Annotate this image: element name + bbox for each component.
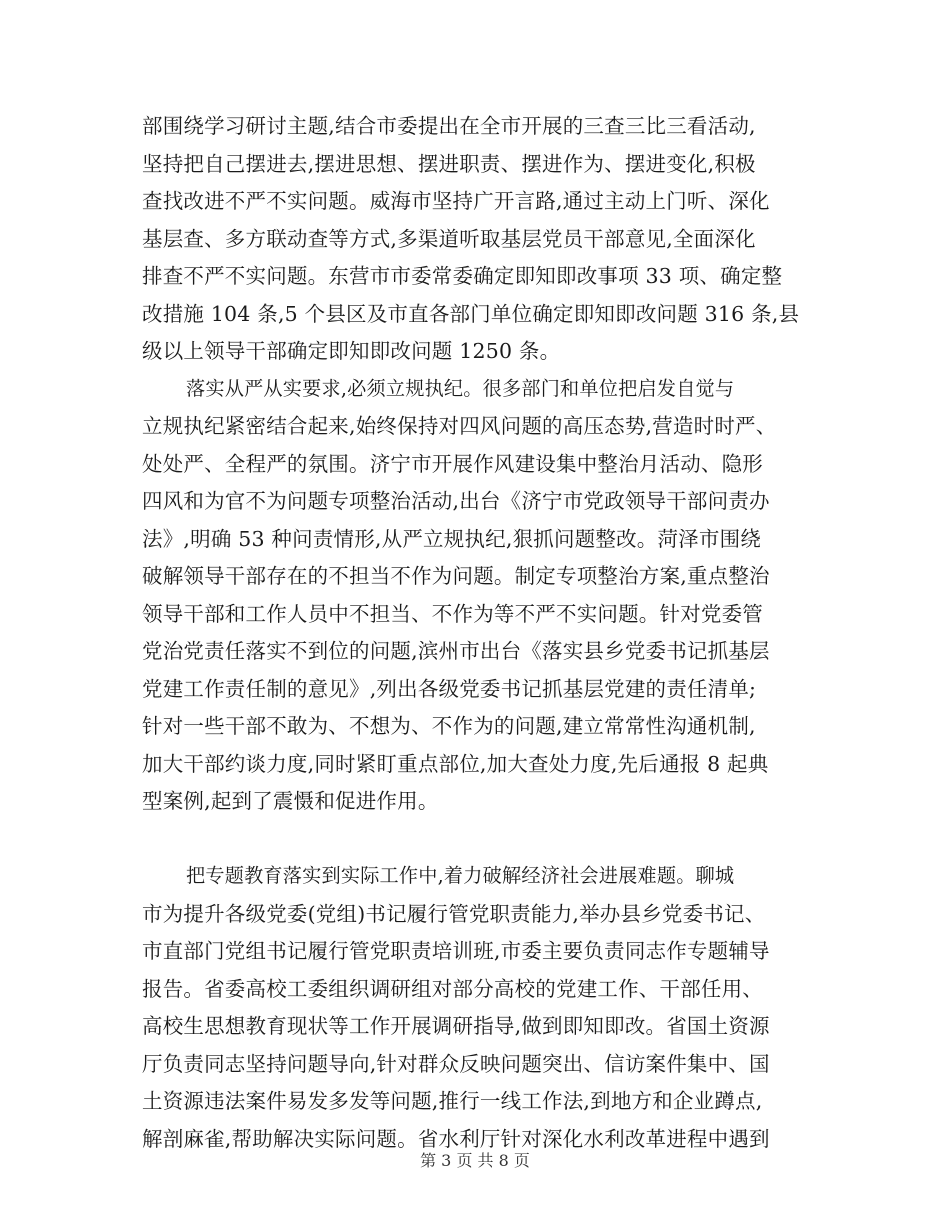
- text-line: 坚持把自己摆进去,摆进思想、摆进职责、摆进作为、摆进变化,积极: [142, 152, 756, 176]
- text-line: 处处严、全程严的氛围。济宁市开展作风建设集中整治月活动、隐形: [142, 452, 763, 476]
- text-line: 四风和为官不为问题专项整治活动,出台《济宁市党政领导干部问责办: [142, 489, 770, 513]
- text-line: 解剖麻雀,帮助解决实际问题。省水利厅针对深化水利改革进程中遇到: [142, 1127, 770, 1151]
- text-line: 市为提升各级党委(党组)书记履行管党职责能力,举办县乡党委书记、: [142, 902, 766, 926]
- text-line: 级以上领导干部确定即知即改问题 1250 条。: [142, 339, 561, 363]
- text-line: 报告。省委高校工委组织调研组对部分高校的党建工作、干部任用、: [142, 977, 763, 1001]
- text-line: 破解领导干部存在的不担当不作为问题。制定专项整治方案,重点整治: [142, 564, 770, 588]
- text-line: 立规执纪紧密结合起来,始终保持对四风问题的高压态势,营造时时严、: [142, 414, 777, 438]
- text-line: 法》,明确 53 种问责情形,从严立规执纪,狠抓问题整改。菏泽市围绕: [142, 527, 761, 551]
- text-line: 加大干部约谈力度,同时紧盯重点部位,加大查处力度,先后通报 8 起典: [142, 752, 769, 776]
- text-line: 基层查、多方联动查等方式,多渠道听取基层党员干部意见,全面深化: [142, 227, 756, 251]
- text-line: 改措施 104 条,5 个县区及市直各部门单位确定即知即改问题 316 条,县: [142, 302, 800, 326]
- text-line: 党治党责任落实不到位的问题,滨州市出台《落实县乡党委书记抓基层: [142, 639, 770, 663]
- text-line: 把专题教育落实到实际工作中,着力破解经济社会进展难题。聊城: [186, 864, 735, 887]
- text-line: 厅负责同志坚持问题导向,针对群众反映问题突出、信访案件集中、国: [142, 1052, 770, 1076]
- text-line: 部围绕学习研讨主题,结合市委提出在全市开展的三查三比三看活动,: [142, 114, 756, 138]
- page-number-footer: 第 3 页 共 8 页: [420, 1151, 530, 1170]
- text-line: 排查不严不实问题。东营市市委常委确定即知即改事项 33 项、确定整: [142, 264, 783, 288]
- text-line: 土资源违法案件易发多发等问题,推行一线工作法,到地方和企业蹲点,: [142, 1089, 763, 1113]
- text-line: 党建工作责任制的意见》,列出各级党委书记抓基层党建的责任清单;: [142, 677, 757, 701]
- text-line: 市直部门党组书记履行管党职责培训班,市委主要负责同志作专题辅导: [142, 939, 770, 963]
- text-line: 针对一些干部不敢为、不想为、不作为的问题,建立常常性沟通机制,: [142, 714, 756, 738]
- text-line: 高校生思想教育现状等工作开展调研指导,做到即知即改。省国土资源: [142, 1014, 770, 1038]
- text-line: 落实从严从实要求,必须立规执纪。很多部门和单位把启发自觉与: [186, 377, 735, 400]
- text-line: 查找改进不严不实问题。威海市坚持广开言路,通过主动上门听、深化: [142, 189, 770, 213]
- text-line: 领导干部和工作人员中不担当、不作为等不严不实问题。针对党委管: [142, 602, 763, 626]
- text-line: 型案例,起到了震慑和促进作用。: [142, 789, 439, 813]
